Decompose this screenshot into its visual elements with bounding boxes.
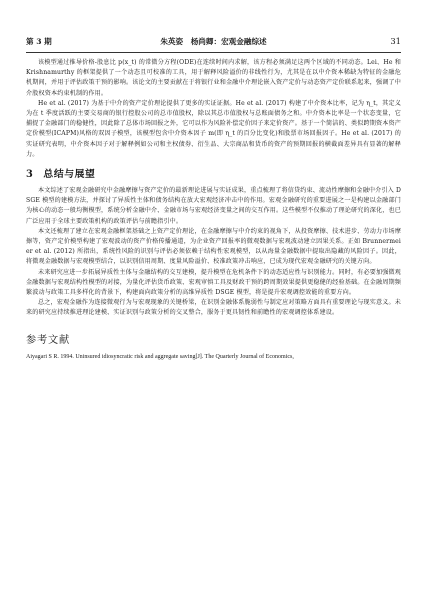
page-number: 31 [390, 36, 401, 46]
paragraph: 总之，宏观金融作为连接微观行为与宏观现象的关键桥梁，在识别金融体系脆弱性与制定应对策略方面具有重要理论与现实意义。未来的研究应持续推进理论建模、实证识别与政策分析的交叉整合，服务于更具韧性和前瞻性的宏观调控体系建设。 [26, 299, 401, 317]
issue-number: 第 3 期 [26, 37, 52, 46]
references-heading: 参考文献 [26, 334, 70, 346]
paragraph: 本文综述了宏观金融研究中金融摩擦与资产定价的最新理论进展与实证成果，重点梳理了将信贷约束、流动性摩擦和金融中介引入 DSGE 模型的建模方法，并探讨了异质性主体和债务结构在放大宏观经济冲击中的作用。宏观金融研究的重要进展之一是构建以金融部门为核心的动态一般均衡模型，系统分析金融中介、金融市场与宏观经济变量之间的交互作用。这些模型不仅推动了理论研究的深化，也已广泛应用于全球主要政策机构的政策评估与前瞻指引中。 [26, 187, 402, 225]
header-rule [26, 52, 401, 53]
section-number: 3 [26, 169, 34, 181]
reference-item: Aiyagari S R. 1994. Uninsured idiosyncratic risk and aggregate saving[J]. The Quarterly Journal of Economics, [26, 353, 294, 360]
running-header [26, 36, 401, 50]
paragraph: 本文还梳理了建立在宏观金融框架基础之上资产定价理论，在金融摩擦与中介约束的视角下，从投资摩擦、技术进步、劳动力市场摩擦等，资产定价模型构建了宏观波动的资产价格传播通道，为企业资产回报率的微观数据与宏观波动建立因果关系。正如 Brunnermeier et al. (2012) 所指出，系统性风险的识别与评估必须依赖于结构性宏观模型，以从海量金融数据中提取出隐藏的风险因子。因此，将微观金融数据与宏观模型结合，以识别信用周期、度量风险溢价、校准政策冲击响应，已成为现代宏观金融研究的关键方向。 [26, 227, 401, 266]
running-title: 朱英姿 杨尚卿：宏观金融综述 [160, 37, 267, 46]
section-heading [26, 166, 401, 180]
paragraph: 该模型通过推导价格-股息比 p(x_t) 的常微分方程(ODE)在连续时间内求解，该方程必须满足这两个区域的不同动态。Lei、He 和 Krishnamurthy 的框架提供了一个动态且可校准的工具，用于解释风险溢价的非线性行为，尤其是在以中介资本稀缺为特征的金融危机期间，并用于评估政策干预的影响。该论文的主要贡献在于将银行业和金融中介理论嵌入资产定价与动态资产定价联系起来，强调了中介股权资本约束机制的作用。 [26, 59, 401, 97]
paragraph: 未来研究应进一步拓展异质性主体与金融结构的交互建模，提升模型在危机条件下的动态适应性与识别能力。同时，有必要加强微观金融数据与宏观结构性模型的对接，为量化评估货币政策、宏观审慎工具及财政干预的跨周期效果提供更稳健的经验基础。在金融周期频繁波动与政策工具多样化的背景下，构建面向政策分析的高维异质性 DSGE 模型，将是提升宏观调控效能的重要方向。 [26, 268, 401, 297]
article-body [26, 58, 401, 362]
paragraph: He et al. (2017) 为基于中介的资产定价理论提供了更多的实证证据。He et al. (2017) 构建了中介资本比率，记为 η_t，其定义为在 t 季度活跃的主要交易商的银行控股公司的总市值股权，除以其总市值股权与总账面债务之和。中介资本比率是一个状态变量，它捕捉了金融部门的稳健性，因此除了总体市场回报之外，它可以作为风险补偿定价因子来定价资产。基于一个简洁的、类似跨期资本资产定价模型(ICAPM)风格的双因子模型，该模型包含中介资本因子 m(即 η_t 的百分比变化)和股票市场回报因子。He et al. (2017) 的实证研究表明，中介资本因子对于解释例如公司和主权债券、衍生品、大宗商品和货币的资产的预期回报的横截面差异具有显著的解释力。 [26, 99, 401, 158]
section-title: 总结与展望 [43, 169, 96, 181]
